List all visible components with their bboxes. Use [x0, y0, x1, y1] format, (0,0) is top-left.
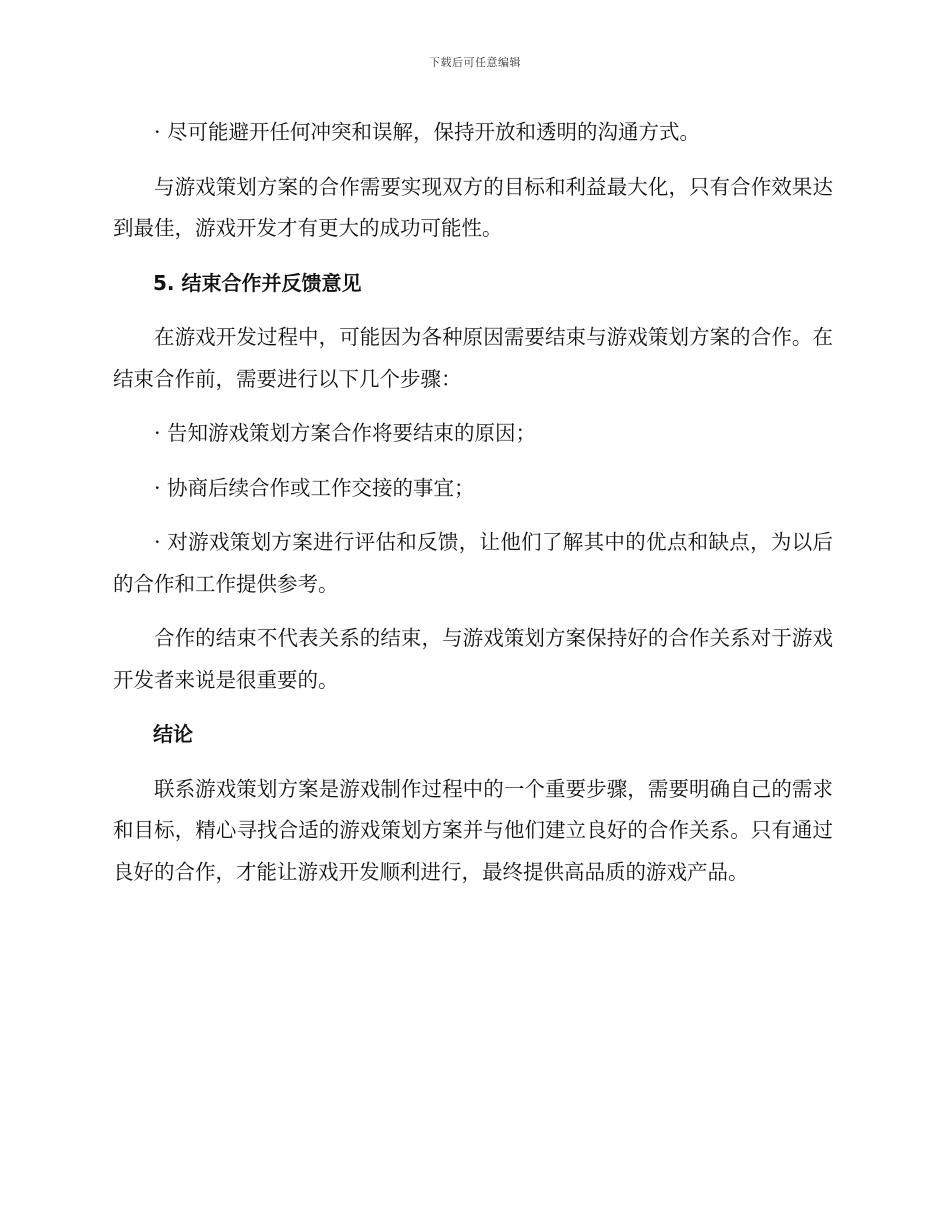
paragraph-cooperation-goal: 与游戏策划方案的合作需要实现双方的目标和利益最大化，只有合作效果达到最佳，游戏开发才有更大的成功可能性。	[113, 174, 833, 240]
section-heading-end-cooperation: 5. 结束合作并反馈意见	[153, 270, 362, 295]
paragraph-conclusion: 联系游戏策划方案是游戏制作过程中的一个重要步骤，需要明确自己的需求和目标，精心寻找合适的游戏策划方案并与他们建立良好的合作关系。只有通过良好的合作，才能让游戏开发顺利进行，最终提供高品质的游戏产品。	[113, 776, 833, 884]
paragraph-keep-relationship: 合作的结束不代表关系的结束，与游戏策划方案保持好的合作关系对于游戏开发者来说是很重要的。	[113, 626, 833, 692]
page-header: 下载后可任意编辑	[429, 56, 521, 69]
section-heading-conclusion: 结论	[153, 722, 193, 746]
document-body	[113, 112, 833, 906]
bullet-inform-reason: · 告知游戏策划方案合作将要结束的原因；	[154, 421, 537, 445]
bullet-avoid-conflict: · 尽可能避开任何冲突和误解，保持开放和透明的沟通方式。	[154, 120, 701, 144]
bullet-negotiate-handover: · 协商后续合作或工作交接的事宜；	[154, 475, 475, 500]
paragraph-end-cooperation-intro: 在游戏开发过程中，可能因为各种原因需要结束与游戏策划方案的合作。在结束合作前，需要进行以下几个步骤：	[113, 325, 833, 391]
bullet-evaluate-feedback: · 对游戏策划方案进行评估和反馈，让他们了解其中的优点和缺点，为以后的合作和工作提供参考。	[113, 530, 833, 596]
